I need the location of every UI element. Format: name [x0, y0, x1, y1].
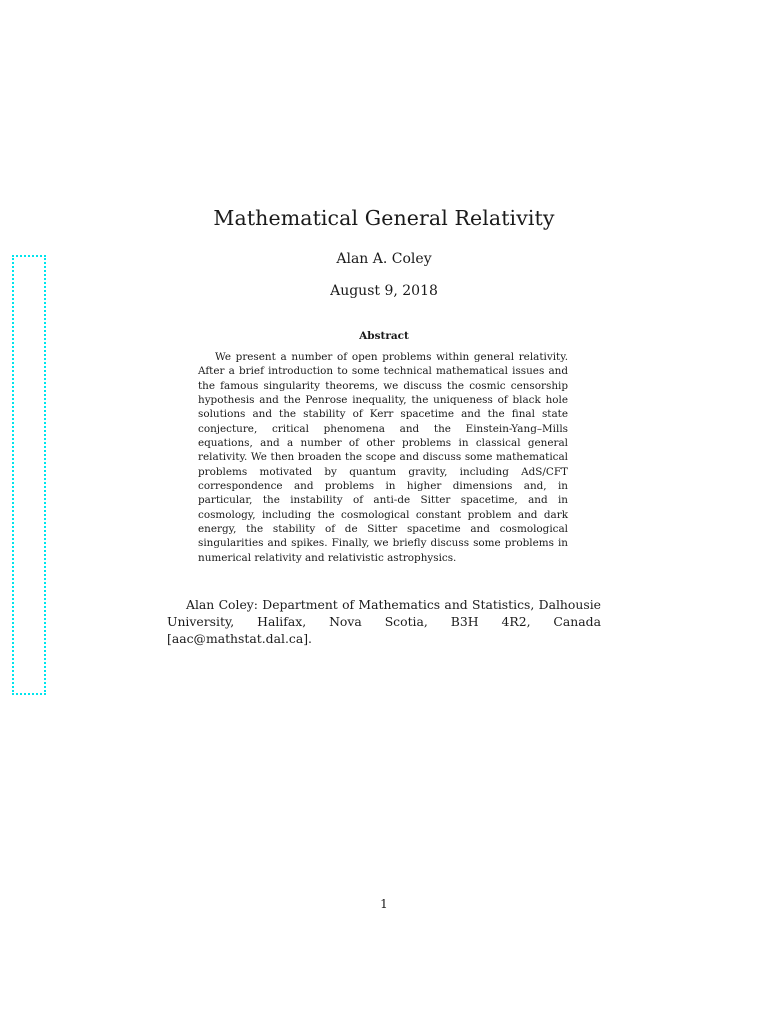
arxiv-identifier-stamp [12, 255, 46, 695]
abstract-heading: Abstract [359, 330, 409, 342]
paper-date: August 9, 2018 [330, 283, 438, 299]
page-number: 1 [380, 897, 388, 911]
author-affiliation: Alan Coley: Department of Mathematics and Statistics, Dalhousie University, Halifax, Nova Scotia, B3H 4R2, Canada [aac@mathstat.dal.ca]. [167, 597, 601, 646]
paper-title: Mathematical General Relativity [213, 206, 555, 230]
abstract-body: We present a number of open problems within general relativity. After a brief introduction to some technical mathematical issues and the famous singularity theorems, we discuss the cosmic censorship hypothesis and the Penrose inequality, the uniqueness of black hole solutions and the stability of Kerr spacetime and the final state conjecture, critical phenomena and the Einstein-Yang–Mills equations, and a number of other problems in classical general relativity. We then broaden the scope and discuss some mathematical problems motivated by quantum gravity, including AdS/CFT correspondence and problems in higher dimensions and, in particular, the instability of anti-de Sitter spacetime, and in cosmology, including the cosmological constant problem and dark energy, the stability of de Sitter spacetime and cosmological singularities and spikes. Finally, we briefly discuss some problems in numerical relativity and relativistic astrophysics. [198, 351, 568, 564]
paper-author: Alan A. Coley [336, 251, 432, 267]
